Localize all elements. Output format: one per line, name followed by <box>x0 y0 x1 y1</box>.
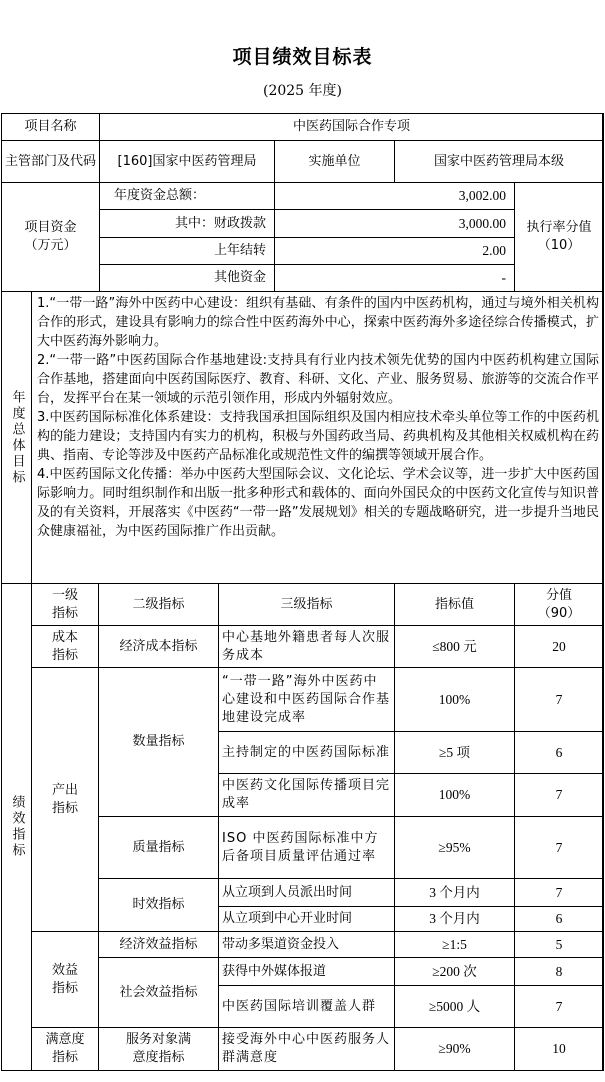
dept-label: 主管部门及代码 <box>1 140 100 183</box>
funds-fiscal-label: 其中：财政拨款 <box>99 209 275 238</box>
funds-total-label: 年度资金总额： <box>99 182 275 210</box>
impl-unit-label: 实施单位 <box>274 140 395 183</box>
indicator-value: ≤800 元 <box>394 625 515 668</box>
indicator-score: 6 <box>514 731 604 774</box>
level2-quality: 质量指标 <box>98 816 219 879</box>
funds-fiscal-value: 3,000.00 <box>274 209 515 238</box>
level2-quantity: 数量指标 <box>98 667 219 817</box>
indicator: 获得中外媒体报道 <box>218 957 395 986</box>
indicator: 中医药文化国际传播项目完成率 <box>218 773 395 817</box>
performance-label-text: 绩效指标 <box>9 795 25 859</box>
indicator-score: 7 <box>514 985 604 1028</box>
execution-rate-label: 执行率分值（10） <box>514 182 604 292</box>
level2-social-benefit: 社会效益指标 <box>98 957 219 1028</box>
indicator-score: 7 <box>514 667 604 732</box>
indicator-value: ≥200 次 <box>394 957 515 986</box>
header-level2: 二级指标 <box>98 583 219 626</box>
goal-paragraph: 2.“一带一路”中医药国际合作基地建设:支持具有行业内技术领先优势的国内中医药机构建立国际合作基地，搭建面向中医药国际医疗、教育、科研、文化、产业、服务贸易、旅游等的交流合作平台，发挥平台在某一领域的示范引领作用，形成内外辐射效应。 <box>37 353 599 406</box>
indicator: 中医药国际培训覆盖人群 <box>218 985 395 1028</box>
goal-paragraph: 1.“一带一路”海外中医药中心建设：组织有基础、有条件的国内中医药机构，通过与境外相关机构合作的形式，建设具有影响力的综合性中医药海外中心，探索中医药海外多途径综合传播模式，扩大中医药海外影响力。 <box>37 296 599 349</box>
indicator: 接受海外中心中医药服务人群满意度 <box>218 1027 395 1071</box>
funds-total-value: 3,002.00 <box>274 182 515 210</box>
indicator-value: ≥5 项 <box>394 731 515 774</box>
goal-paragraph: 4.中医药国际文化传播：举办中医药大型国际会议、文化论坛、学术会议等，进一步扩大中医药国际影响力。同时组织制作和出版一批多种形式和载体的、面向外国民众的中医药文化宣传与知识普及的有关资料，开展落实《中医药“一带一路”发展规划》相关的专题战略研究，进一步提升当地民众健康福祉，为中医药国际推广作出贡献。 <box>37 467 599 539</box>
indicator-value: 3 个月内 <box>394 906 515 932</box>
indicator-value: 100% <box>394 773 515 817</box>
level2-economic-benefit: 经济效益指标 <box>98 931 219 958</box>
indicator: 从立项到人员派出时间 <box>218 878 395 907</box>
indicator-value: ≥95% <box>394 816 515 879</box>
indicator-score: 20 <box>514 625 604 668</box>
indicator: 主持制定的中医药国际标准 <box>218 731 395 774</box>
annual-goal-label <box>1 291 32 584</box>
indicator-score: 8 <box>514 957 604 986</box>
indicator-value: ≥5000 人 <box>394 985 515 1028</box>
funds-carryover-label: 上年结转 <box>99 237 275 265</box>
level2-satisfaction: 服务对象满意度指标 <box>98 1027 219 1071</box>
funds-other-label: 其他资金 <box>99 264 275 292</box>
indicator: 从立项到中心开业时间 <box>218 906 395 932</box>
indicator: “一带一路”海外中医药中心建设和中医药国际合作基地建设完成率 <box>218 667 395 732</box>
annual-goal-label-text: 年度总体目标 <box>9 389 25 486</box>
indicator-value: 3 个月内 <box>394 878 515 907</box>
impl-unit-value: 国家中医药管理局本级 <box>394 140 604 183</box>
header-score: 分值（90） <box>514 583 604 626</box>
funds-label: 项目资金（万元） <box>1 182 100 292</box>
header-level3: 三级指标 <box>218 583 395 626</box>
indicator-score: 7 <box>514 878 604 907</box>
header-value: 指标值 <box>394 583 515 626</box>
indicator-score: 6 <box>514 906 604 932</box>
goal-paragraph: 3.中医药国际标准化体系建设：支持我国承担国际组织及国内相应技术牵头单位等工作的中医药机构的能力建设；支持国内有实力的机构，积极与外国药政当局、药典机构及其他相关权威机构在药典、指南、专论等涉及中医药产品标准化或规范性文件的编撰等领域开展合作。 <box>37 410 599 463</box>
indicator-score: 5 <box>514 931 604 958</box>
indicator-value: 100% <box>394 667 515 732</box>
funds-carryover-value: 2.00 <box>274 237 515 265</box>
project-name-label: 项目名称 <box>1 113 100 141</box>
indicator-score: 7 <box>514 816 604 879</box>
project-name-value: 中医药国际合作专项 <box>99 113 604 141</box>
indicator-value: ≥1:5 <box>394 931 515 958</box>
indicator: 带动多渠道资金投入 <box>218 931 395 958</box>
indicator: 中心基地外籍患者每人次服务成本 <box>218 625 395 668</box>
performance-label <box>1 583 32 1071</box>
level1-satisfaction: 满意度指标 <box>31 1027 99 1071</box>
funds-other-value: - <box>274 264 515 292</box>
indicator: ISO 中医药国际标准中方后备项目质量评估通过率 <box>218 816 395 879</box>
page-title: 项目绩效目标表 <box>232 46 373 68</box>
indicator-score: 7 <box>514 773 604 817</box>
indicator-value: ≥90% <box>394 1027 515 1071</box>
level1-output: 产出指标 <box>31 667 99 932</box>
indicator-score: 10 <box>514 1027 604 1071</box>
header-level1: 一级指标 <box>31 583 99 626</box>
level2-timeliness: 时效指标 <box>98 878 219 932</box>
dept-value: [160]国家中医药管理局 <box>99 140 275 183</box>
level2-economic-cost: 经济成本指标 <box>98 625 219 668</box>
level1-cost: 成本指标 <box>31 625 99 668</box>
annual-goal-content <box>31 291 604 584</box>
level1-benefit: 效益指标 <box>31 931 99 1028</box>
page-subtitle: (2025 年度) <box>262 83 342 99</box>
